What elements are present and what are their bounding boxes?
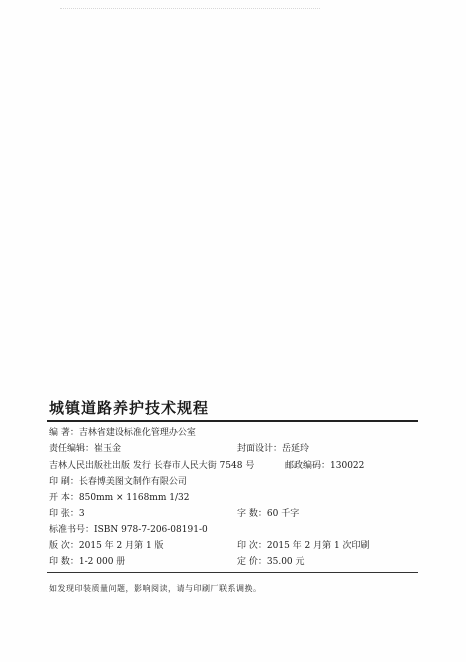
- footer-note: 如发现印装质量问题，影响阅读，请与印刷厂联系调换。: [49, 584, 262, 593]
- printer-label: 印 刷: [49, 477, 70, 487]
- printing-row: 印 次：2015 年 2 月第 1 次印刷: [237, 541, 370, 551]
- sheets-label: 印 张: [49, 509, 70, 519]
- author-label: 编 著: [49, 428, 70, 438]
- book-title: 城镇道路养护技术规程: [49, 399, 210, 417]
- price-label: 定 价: [237, 557, 258, 567]
- edition-label: 版 次: [49, 541, 70, 551]
- edition-row: 版 次：2015 年 2 月第 1 版: [49, 541, 164, 551]
- copies-value: 1-2 000 册: [78, 557, 126, 567]
- price-value: 35.00 元: [266, 557, 305, 567]
- cover-row: 封面设计：岳延玲: [237, 444, 310, 454]
- sheets-row: 印 张：3: [49, 509, 85, 519]
- editor-value: 崔玉金: [94, 444, 122, 454]
- edition-value: 2015 年 2 月第 1 版: [78, 541, 164, 551]
- copies-label: 印 数: [49, 557, 70, 567]
- isbn-label: 标准书号: [49, 525, 86, 535]
- isbn-row: 标准书号：ISBN 978-7-206-08191-0: [49, 525, 208, 535]
- author-row: 编 著：吉林省建设标准化管理办公室: [49, 428, 196, 438]
- printer-row: 印 刷：长春博美图文制作有限公司: [49, 477, 187, 487]
- postcode-value: 130022: [330, 461, 365, 471]
- printing-label: 印 次: [237, 541, 258, 551]
- copies-row: 印 数：1-2 000 册: [49, 557, 126, 567]
- price-row: 定 价：35.00 元: [237, 557, 305, 567]
- cover-value: 岳延玲: [282, 444, 310, 454]
- sheets-value: 3: [78, 509, 85, 519]
- words-row: 字 数：60 千字: [237, 509, 300, 519]
- format-label: 开 本: [49, 493, 70, 503]
- publisher-line: 吉林人民出版社出版 发行 长春市人民大街 7548 号: [49, 461, 255, 471]
- scan-edge-line: [60, 8, 320, 9]
- editor-label: 责任编辑: [49, 444, 86, 454]
- title-rule: [47, 420, 418, 422]
- postcode-label: 邮政编码: [285, 461, 322, 471]
- bottom-rule: [47, 572, 418, 573]
- cover-label: 封面设计: [237, 444, 274, 454]
- words-value: 60 千字: [266, 509, 300, 519]
- words-label: 字 数: [237, 509, 258, 519]
- isbn-value: ISBN 978-7-206-08191-0: [94, 525, 208, 535]
- editor-row: 责任编辑：崔玉金: [49, 444, 122, 454]
- author-value: 吉林省建设标准化管理办公室: [78, 428, 196, 438]
- printing-value: 2015 年 2 月第 1 次印刷: [266, 541, 370, 551]
- format-row: 开 本：850mm × 1168mm 1/32: [49, 493, 190, 503]
- printer-value: 长春博美图文制作有限公司: [78, 477, 187, 487]
- postcode-row: 邮政编码：130022: [285, 461, 365, 471]
- format-value: 850mm × 1168mm 1/32: [78, 493, 190, 503]
